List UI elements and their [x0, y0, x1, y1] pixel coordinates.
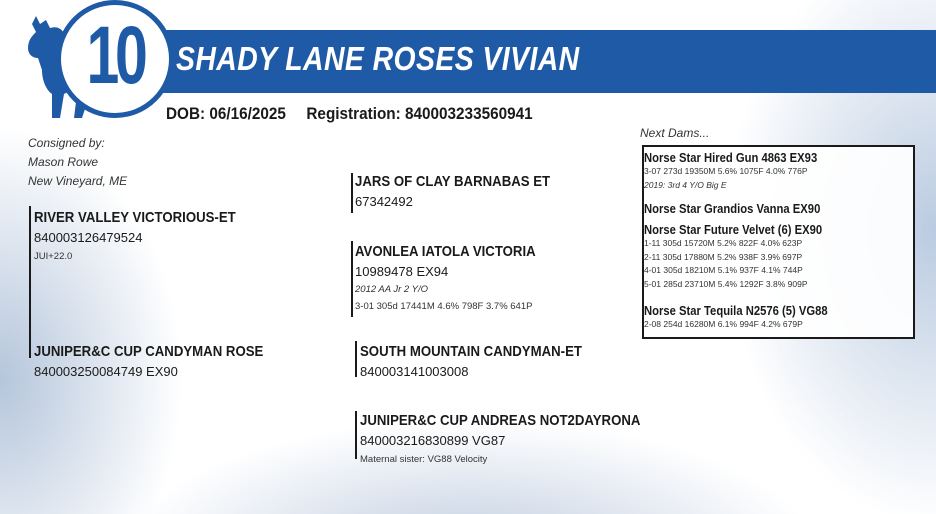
next-dam-3-name: Norse Star Future Velvet (6) EX90 [644, 223, 823, 237]
dam-registration: 840003250084749 EX90 [34, 364, 178, 379]
dam-sire-registration: 840003141003008 [360, 364, 469, 379]
consignor-location: New Vineyard, ME [28, 174, 128, 188]
sire-sire-registration: 67342492 [355, 194, 413, 209]
next-dam-4-name: Norse Star Tequila N2576 (5) VG88 [644, 304, 828, 318]
lot-number: 10 [86, 10, 144, 101]
next-dams-label: Next Dams... [640, 126, 710, 140]
dam-dam-bar [355, 411, 357, 459]
sire-block [34, 209, 263, 262]
next-dam-1-record-1: 3-07 273d 19350M 5.6% 1075F 4.0% 776P [644, 166, 808, 176]
consignor-block [28, 134, 127, 191]
sire-sire-block [355, 173, 577, 209]
dob: DOB: 06/16/2025 [166, 104, 286, 123]
next-dam-1-name: Norse Star Hired Gun 4863 EX93 [644, 151, 818, 165]
sire-dam-award: 2012 AA Jr 2 Y/O [355, 284, 429, 295]
sire-sire-name: JARS OF CLAY BARNABAS ET [355, 173, 551, 190]
dam-dam-note: Maternal sister: VG88 Velocity [360, 454, 488, 465]
sire-index: JUI+22.0 [34, 251, 73, 262]
sire-dam-name: AVONLEA IATOLA VICTORIA [355, 243, 536, 260]
next-dam-3-record-3: 4-01 305d 18210M 5.1% 937F 4.1% 744P [644, 265, 803, 275]
registration: Registration: 840003233560941 [306, 104, 533, 123]
sire-dam-registration: 10989478 EX94 [355, 264, 449, 279]
next-dam-2-name: Norse Star Grandios Vanna EX90 [644, 202, 821, 216]
dam-sire-name: SOUTH MOUNTAIN CANDYMAN-ET [360, 343, 582, 360]
consignor-name: Mason Rowe [28, 155, 99, 169]
sire-name: RIVER VALLEY VICTORIOUS-ET [34, 209, 236, 226]
next-dam-3 [644, 223, 842, 291]
birth-registration-line [166, 104, 533, 124]
next-dam-2 [644, 202, 840, 216]
sire-registration: 840003126479524 [34, 230, 143, 245]
next-dam-1-award: 2019: 3rd 4 Y/O Big E [644, 179, 727, 190]
dam-sire-bar [355, 341, 357, 377]
dam-dam-block [360, 412, 679, 465]
sire-dam-block [355, 243, 560, 312]
sire-line-bar [29, 206, 31, 358]
next-dam-3-record-4: 5-01 285d 23710M 5.4% 1292F 3.8% 909P [644, 278, 808, 289]
sire-dam-bar [351, 241, 353, 317]
dam-block [34, 343, 295, 379]
dam-dam-registration: 840003216830899 VG87 [360, 433, 506, 448]
dam-dam-name: JUNIPER&C CUP ANDREAS NOT2DAYRONA [360, 412, 641, 429]
sire-dam-record: 3-01 305d 17441M 4.6% 798F 3.7% 641P [355, 301, 533, 312]
dam-name: JUNIPER&C CUP CANDYMAN ROSE [34, 343, 264, 360]
next-dam-3-record-1: 1-11 305d 15720M 5.2% 822F 4.0% 623P [644, 238, 803, 248]
consignor-label: Consigned by: [28, 136, 105, 150]
next-dam-4 [644, 304, 848, 332]
sire-sire-bar [351, 173, 353, 213]
animal-name: SHADY LANE ROSES VIVIAN [176, 40, 580, 77]
next-dam-3-record-2: 2-11 305d 17880M 5.2% 938F 3.9% 697P [644, 251, 803, 262]
dam-sire-block [360, 343, 612, 379]
next-dam-1 [644, 151, 836, 192]
next-dam-4-record-1: 2-08 254d 16280M 6.1% 994F 4.2% 679P [644, 319, 803, 329]
